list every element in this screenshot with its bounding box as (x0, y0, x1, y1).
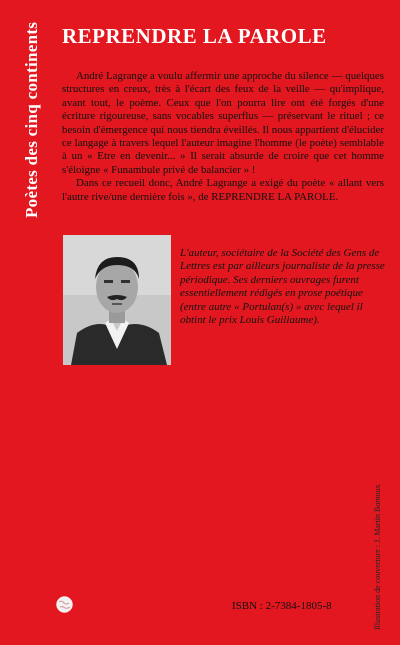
book-title: REPRENDRE LA PAROLE (62, 24, 327, 48)
blurb-paragraph-2: Dans ce recueil donc, André Lagrange a exigé du poète « allant vers l'autre rive/une dernière fois », de REPRENDRE LA PAROLE. (62, 177, 384, 203)
author-photo (63, 235, 171, 365)
author-bio: L'auteur, sociétaire de la Société des Gens de Lettres est par ailleurs journaliste de la presse périodique. Ses derniers ouvrages furent essentiellement rédigés en prose poétique (entre autre « Portulan(s) » avec lequel il obtint le prix Louis Guillaume). (180, 247, 385, 327)
blurb-paragraph-1: André Lagrange a voulu affermir une approche du silence — quelques structures en creux, très à l'écart des feux de la veille — qu'implique, avant tout, le poème. Ceux que l'on pourra lire ont été forgés d'une écriture rigoureuse, sans vocables superflus — préservant le rituel ; ce besoin d'émergence qui nous tiendra éveillés. Il nous appartient d'élucider ce langage à travers lequel l'auteur imagine l'homme (le poète) semblable à un « Etre en devenir... » Il serait absurde de croire que cet homme s'éloigne « Funambule privé de balancier » ! (62, 70, 384, 176)
blurb (62, 70, 384, 204)
isbn: ISBN : 2-7384-1805-8 (232, 600, 332, 612)
globe-logo-icon (56, 596, 73, 613)
series-title: Poètes des cinq continents (22, 22, 41, 219)
author-portrait-icon (63, 235, 171, 365)
illustration-credit: Illustration de couverture : J. Martin Bontoux (373, 484, 382, 630)
